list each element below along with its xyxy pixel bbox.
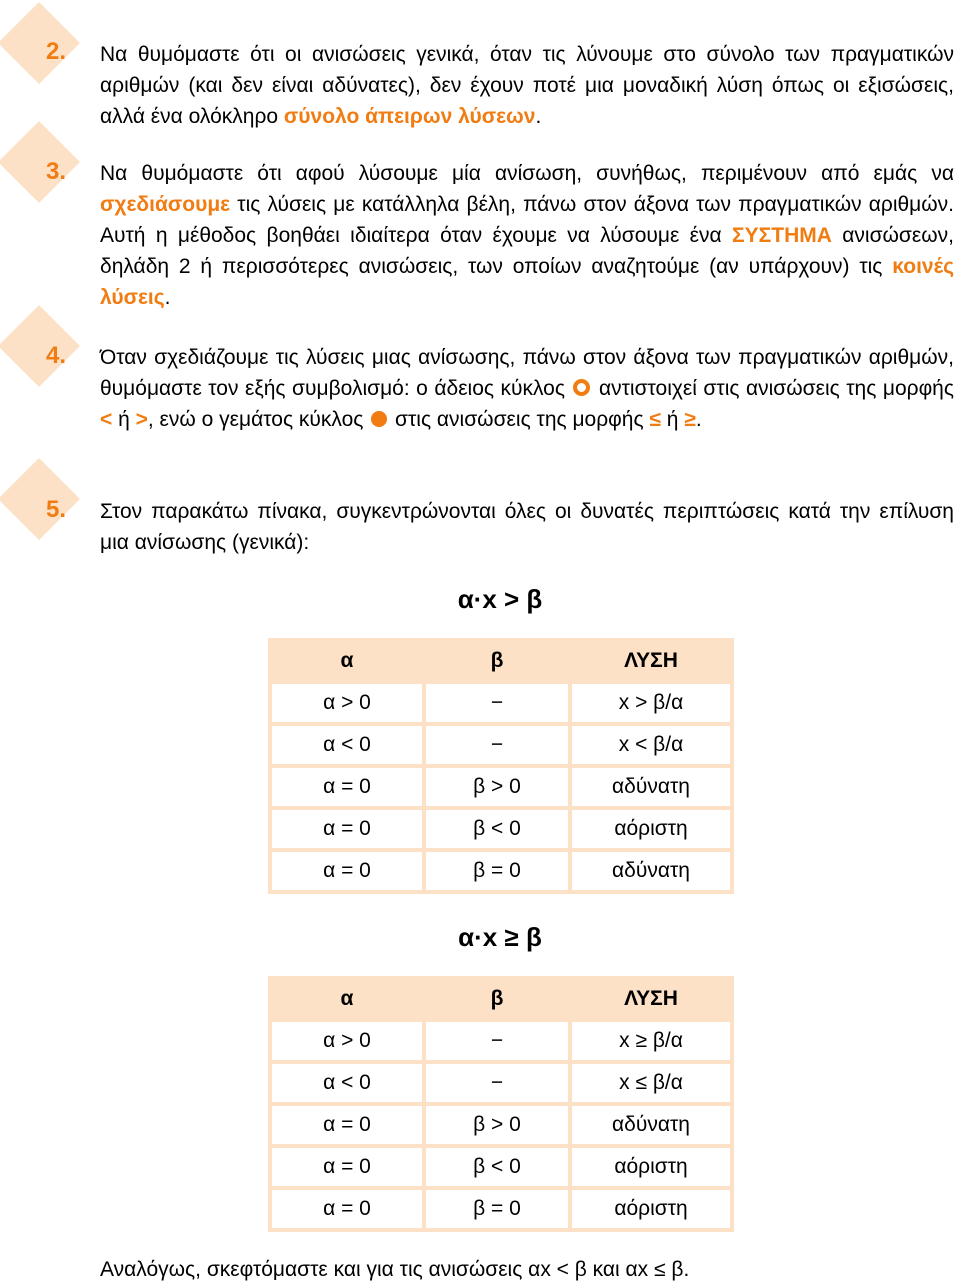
text-segment: Όταν σχεδιάζουμε τις λύσεις μιας ανίσωσης, πάνω στον άξονα των πραγματικών αριθμών, θυμόμαστε τον εξής συμβολισμό: ο άδειος κύκλος: [100, 346, 954, 400]
text-segment: .: [164, 286, 171, 309]
table-cell: α < 0: [272, 726, 422, 764]
table-cell: −: [426, 684, 568, 722]
table-cell: α = 0: [272, 1148, 422, 1186]
highlight-text: ≥: [684, 408, 696, 431]
table-row: [272, 810, 730, 848]
table-cell: β = 0: [426, 852, 568, 890]
table-cell: x < β/α: [572, 726, 730, 764]
table-cell: β > 0: [426, 768, 568, 806]
table-row: [272, 1022, 730, 1060]
solutions-table-2: [268, 976, 734, 1232]
table-cell: α = 0: [272, 852, 422, 890]
table-cell: β < 0: [426, 810, 568, 848]
text-segment: Να θυμόμαστε ότι οι ανισώσεις γενικά, όταν τις λύνουμε στο σύνολο των πραγματικών αριθμών (και δεν είναι αδύνατες), δεν έχουν ποτέ μια μοναδική λύση όπως οι εξισώσεις, αλλά ένα ολόκληρο: [100, 43, 954, 128]
highlight-text: ≤: [649, 408, 661, 431]
open-circle-icon: [573, 379, 590, 396]
item-number: 5.: [46, 496, 67, 523]
header-cell: ΛΥΣΗ: [572, 980, 730, 1018]
table-title: α·x ≥ β: [458, 922, 542, 952]
table-cell: −: [426, 1022, 568, 1060]
table-row: [272, 852, 730, 890]
text-segment: ανισώσεων, δηλάδη 2 ή περισσότερες ανισώσεις, των οποίων αναζητούμε (αν υπάρχουν) τις: [100, 224, 954, 278]
table-row: [272, 1106, 730, 1144]
table-cell: −: [426, 1064, 568, 1102]
table-cell: αδύνατη: [572, 1106, 730, 1144]
item-number: 3.: [46, 158, 67, 185]
text-segment: ή: [112, 408, 136, 431]
table-cell: x ≥ β/α: [572, 1022, 730, 1060]
table-cell: α < 0: [272, 1064, 422, 1102]
item-number: 2.: [46, 38, 67, 65]
table-cell: αόριστη: [572, 1148, 730, 1186]
highlight-text: >: [135, 408, 148, 431]
highlight-text: σχεδιάσουμε: [100, 193, 231, 216]
item-text: [100, 39, 954, 132]
table-cell: β > 0: [426, 1106, 568, 1144]
text-segment: Στον παρακάτω πίνακα, συγκεντρώνονται όλες οι δυνατές περιπτώσεις κατά την επίλυση μια ανίσωσης (γενικά):: [100, 500, 954, 554]
table-cell: α = 0: [272, 1106, 422, 1144]
text-segment: , ενώ ο γεμάτος κύκλος: [147, 408, 370, 431]
table-cell: α > 0: [272, 684, 422, 722]
highlight-text: σύνολο άπειρων λύσεων: [283, 105, 536, 128]
highlight-text: ΣΥΣΤΗΜΑ: [732, 224, 832, 247]
highlight-text: <: [100, 408, 113, 431]
header-cell: α: [272, 980, 422, 1018]
item-text: [100, 158, 954, 313]
table-row: [272, 684, 730, 722]
solutions-table-1: [268, 638, 734, 894]
table-cell: β = 0: [426, 1190, 568, 1228]
table-row: [272, 1190, 730, 1228]
table-cell: αόριστη: [572, 810, 730, 848]
table-cell: x > β/α: [572, 684, 730, 722]
table-row: [272, 1148, 730, 1186]
table-header-row: [272, 980, 730, 1018]
table-header-row: [272, 642, 730, 680]
table-row: [272, 768, 730, 806]
table-cell: β < 0: [426, 1148, 568, 1186]
table-cell: x ≤ β/α: [572, 1064, 730, 1102]
text-segment: στις ανισώσεις της μορφής: [389, 408, 650, 431]
number-badge-diamond: [0, 305, 80, 387]
table-cell: α = 0: [272, 1190, 422, 1228]
table-cell: α = 0: [272, 768, 422, 806]
number-badge-diamond: [0, 2, 80, 84]
highlight-text: κοινές λύσεις: [100, 255, 954, 309]
header-cell: ΛΥΣΗ: [572, 642, 730, 680]
table-cell: α > 0: [272, 1022, 422, 1060]
table-cell: −: [426, 726, 568, 764]
table-cell: αδύνατη: [572, 768, 730, 806]
item-text: [100, 342, 954, 435]
text-segment: τις λύσεις με κατάλληλα βέλη, πάνω στον άξονα των πραγματικών αριθμών. Αυτή η μέθοδος βοηθάει ιδιαίτερα όταν έχουμε να λύσουμε ένα: [100, 193, 954, 247]
table-row: [272, 726, 730, 764]
text-segment: ή: [660, 408, 685, 431]
table-title: α·x > β: [457, 584, 543, 614]
text-segment: .: [695, 408, 702, 431]
footer-note: Αναλόγως, σκεφτόμαστε και για τις ανισώσεις αx < β και αx ≤ β.: [100, 1258, 690, 1281]
table-cell: α = 0: [272, 810, 422, 848]
table-cell: αόριστη: [572, 1190, 730, 1228]
header-cell: β: [426, 980, 568, 1018]
table-cell: αδύνατη: [572, 852, 730, 890]
text-segment: .: [535, 105, 542, 128]
number-badge-diamond: [0, 458, 80, 540]
number-badge-diamond: [0, 121, 80, 203]
header-cell: α: [272, 642, 422, 680]
table-row: [272, 1064, 730, 1102]
filled-circle-icon: [371, 411, 387, 427]
text-segment: αντιστοιχεί στις ανισώσεις της μορφής: [592, 377, 954, 400]
header-cell: β: [426, 642, 568, 680]
item-number: 4.: [46, 342, 67, 369]
item-text: [100, 496, 954, 558]
text-segment: Να θυμόμαστε ότι αφού λύσουμε μία ανίσωση, συνήθως, περιμένουν από εμάς να: [100, 162, 954, 185]
